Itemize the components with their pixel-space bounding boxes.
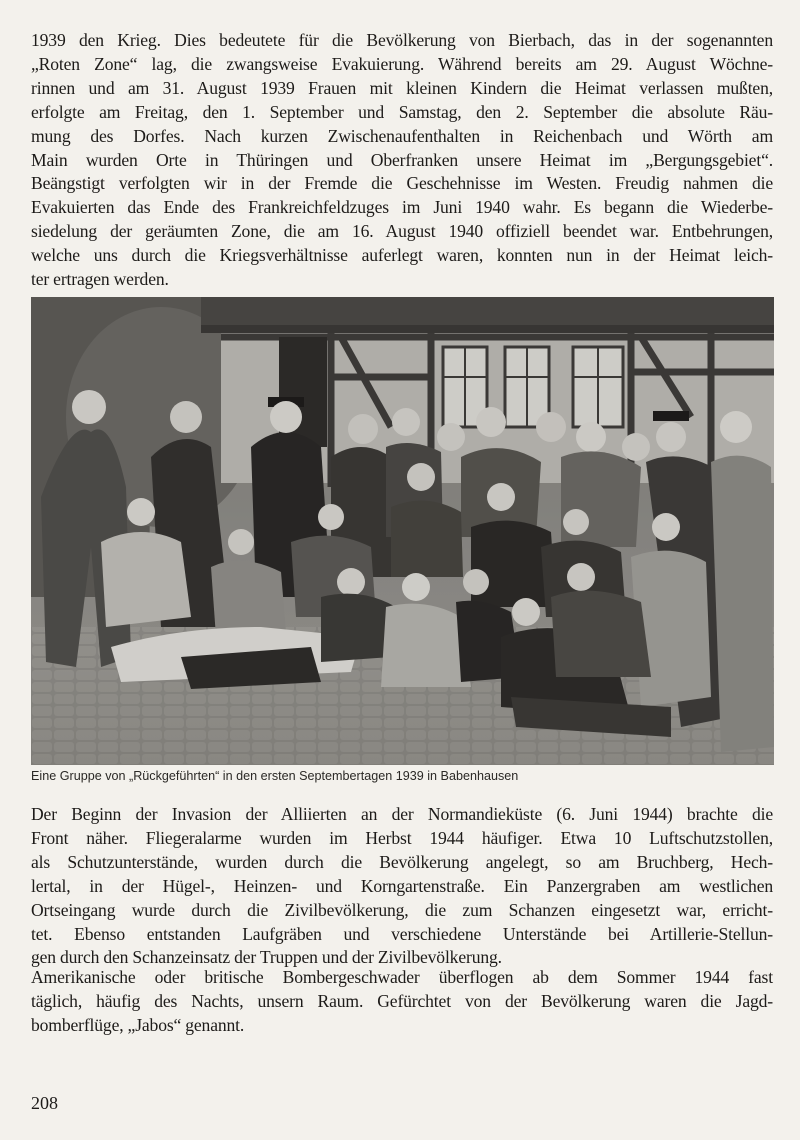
text-line: siedelung der geräumten Zone, die am 16. August 1940 offiziell beendet war. Entbehrungen, [31,221,773,242]
text-line: erfolgte am Freitag, den 1. September und Samstag, den 2. September die absolute Räu- [31,101,773,122]
text-line: Der Beginn der Invasion der Alliierten an der Normandieküste (6. Juni 1944) brachte die [31,804,773,824]
photo-caption: Eine Gruppe von „Rückgeführten“ in den ersten Septembertagen 1939 in Babenhausen [31,769,519,783]
text-line: Beängstigt verfolgten wir in der Fremde die Geschehnisse im Westen. Freudig nahmen die [31,173,773,194]
text-line: welche uns durch die Kriegsverhältnisse auferlegt waren, konnten nun in der Heimat leich- [31,245,773,266]
text-line: Ortseingang wurde durch die Zivilbevölkerung, die zum Schanzen eingesetzt war, erricht- [31,899,773,920]
group-photograph [31,297,774,765]
text-line: als Schutzunterstände, wurden durch die Bevölkerung angelegt, so am Bruchberg, Hech- [31,851,773,872]
photo-illustration [31,297,774,765]
paragraph-invasion [31,803,773,970]
text-line: ter ertragen werden. [31,269,169,290]
text-line: Evakuierten das Ende des Frankreichfeldzuges im Juni 1940 wahr. Es begann die Wiederbe- [31,197,773,218]
text-line: 1939 den Krieg. Dies bedeutete für die Bevölkerung von Bierbach, das in der sogenannten [31,30,773,50]
text-line: bomberflüge, „Jabos“ genannt. [31,1014,245,1035]
page-number: 208 [31,1093,58,1113]
text-line: täglich, häufig des Nachts, unsern Raum. Gefürchtet von der Bevölkerung waren die Jagd- [31,990,773,1011]
text-line: gen durch den Schanzeinsatz der Truppen und der Zivilbevölkerung. [31,947,502,968]
text-line: Front näher. Fliegeralarme wurden im Herbst 1944 häufiger. Etwa 10 Luftschutzstollen, [31,827,773,848]
text-line: rinnen und am 31. August 1939 Frauen mit kleinen Kindern die Heimat verlassen mußten, [31,77,773,98]
text-line: lertal, in der Hügel-, Heinzen- und Korngartenstraße. Ein Panzergraben am westlichen [31,875,773,896]
text-line: mung des Dorfes. Nach kurzen Zwischenaufenthalten in Reichenbach und Wörth am [31,125,773,146]
text-line: Main wurden Orte in Thüringen und Oberfranken unsere Heimat im „Bergungsgebiet“. [31,149,773,170]
paragraph-evacuation [31,29,773,292]
text-line: „Roten Zone“ lag, die zwangsweise Evakuierung. Während bereits am 29. August Wöchne- [31,53,773,74]
text-line: Amerikanische oder britische Bombergeschwader überflogen ab dem Sommer 1944 fast [31,967,773,987]
paragraph-bombers [31,966,773,1038]
text-line: tet. Ebenso entstanden Laufgräben und verschiedene Unterstände bei Artillerie-Stellun- [31,923,773,944]
